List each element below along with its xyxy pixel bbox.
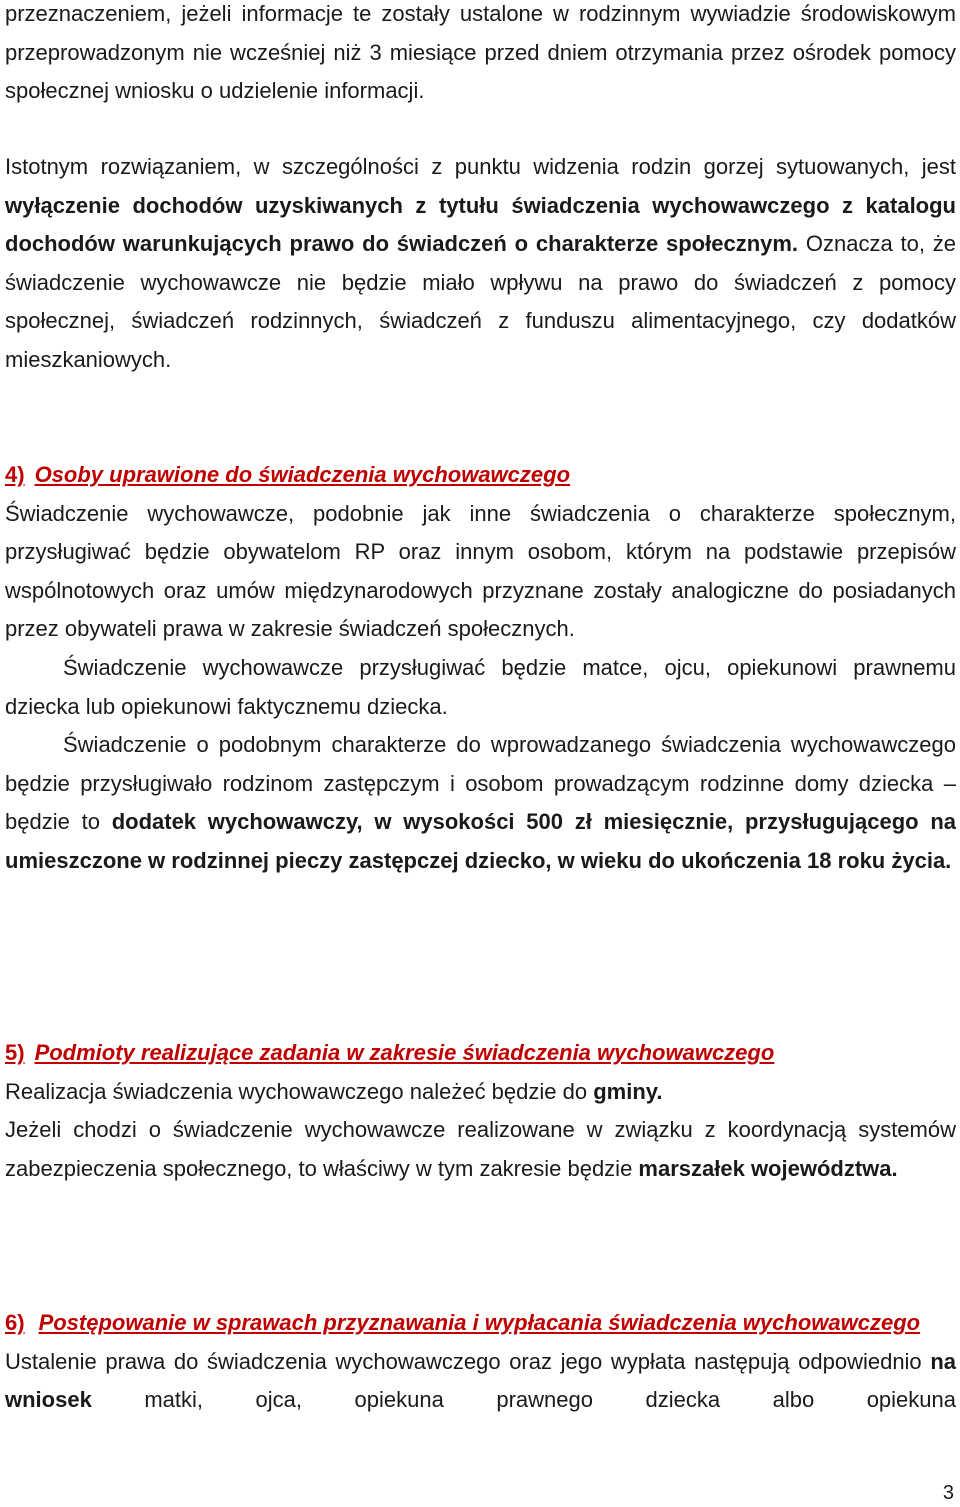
section-paragraph (5, 1343, 956, 1420)
section-heading (5, 1304, 956, 1343)
section-4 (5, 456, 956, 881)
section-title: Podmioty realizujące zadania w zakresie świadczenia wychowawczego (34, 1040, 775, 1065)
section-heading (5, 456, 956, 495)
paragraph-emphasis: dodatek wychowawczy, w wysokości 500 zł miesięcznie, przysługującego na umieszczone w rodzinnej pieczy zastępczej dziecko, w wieku do ukończenia 18 roku życia. (5, 809, 957, 873)
paragraph-text: Jeżeli chodzi o świadczenie wychowawcze realizowane w związku z koordynacją systemów zabezpieczenia społecznego, to właściwy w tym zakresie będzie (5, 1117, 956, 1181)
paragraph-text: Ustalenie prawa do świadczenia wychowawczego oraz jego wypłata następują odpowiednio (5, 1348, 931, 1374)
section-paragraph (5, 1111, 956, 1188)
paragraph-text: Oznacza to, że świadczenie wychowawcze nie będzie miało wpływu na prawo do świadczeń z pomocy społecznej, świadczeń rodzinnych, świadczeń z funduszu alimentacyjnego, czy dodatków mieszkaniowych. (5, 231, 956, 372)
section-paragraph (5, 726, 956, 880)
paragraph-text: Istotnym rozwiązaniem, w szczególności z punktu widzenia rodzin gorzej sytuowanych, jest (5, 154, 956, 179)
section-paragraph: Świadczenie wychowawcze przysługiwać będzie matce, ojcu, opiekunowi prawnemu dziecka lub opiekunowi faktycznemu dziecka. (5, 654, 956, 719)
paragraph-text: Świadczenie o podobnym charakterze do wprowadzanego świadczenia wychowawczego będzie przysługiwało rodzinom zastępczym i osobom prowadzącym rodzinne domy dziecka – będzie to (5, 732, 956, 835)
paragraph-emphasis: wyłączenie dochodów uzyskiwanych z tytułu świadczenia wychowawczego z katalogu dochodów warunkujących prawo do świadczeń o charakterze społecznym. (5, 192, 956, 257)
section-heading (5, 1034, 956, 1073)
section-title: Postępowanie w sprawach przyznawania i wypłacania świadczenia wychowawczego (38, 1310, 921, 1335)
section-paragraph (5, 1073, 956, 1112)
paragraph-text: Realizacja świadczenia wychowawczego należeć będzie do (5, 1078, 594, 1104)
paragraph-emphasis: marszałek województwa. (638, 1155, 898, 1181)
paragraph-text: matki, ojca, opiekuna prawnego dziecka albo opiekuna (91, 1387, 956, 1413)
section-paragraph: Świadczenie wychowawcze, podobnie jak inne świadczenia o charakterze społecznym, przysługiwać będzie obywatelom RP oraz innym osobom, którym na podstawie przepisów wspólnotowych oraz umów międzynarodowych przyznane zostały analogiczne do posiadanych przez obywateli prawa w zakresie świadczeń społecznych. (5, 500, 956, 642)
section-number: 5) (5, 1040, 25, 1065)
paragraph-emphasis: gminy. (593, 1078, 663, 1104)
paragraph-emphasis: na wniosek (5, 1348, 956, 1413)
section-6 (5, 1304, 956, 1420)
section-number: 4) (5, 462, 25, 487)
paragraph-income-exclusion (5, 148, 956, 380)
page-number: 3 (942, 1482, 954, 1504)
section-5 (5, 1034, 956, 1188)
paragraph-continuation: przeznaczeniem, jeżeli informacje te zostały ustalone w rodzinnym wywiadzie środowiskowym przeprowadzonym nie wcześniej niż 3 miesiące przed dniem otrzymania przez ośrodek pomocy społecznej wniosku o udzielenie informacji. (5, 1, 956, 104)
section-number: 6) (5, 1310, 25, 1335)
section-title: Osoby uprawione do świadczenia wychowawczego (34, 462, 571, 487)
